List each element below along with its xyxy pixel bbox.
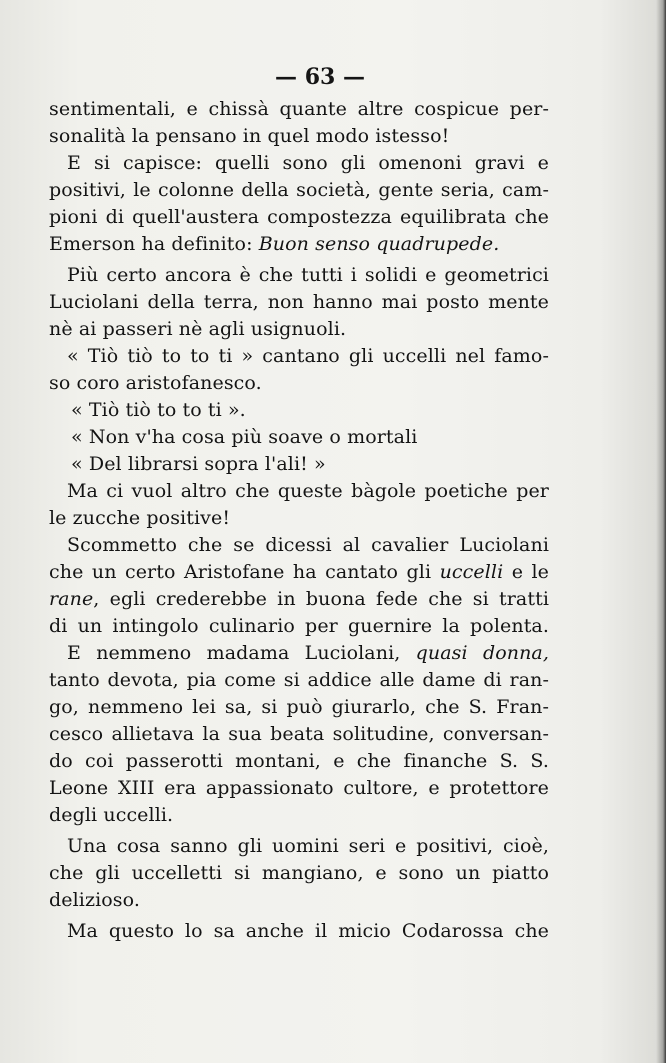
text-line: degli uccelli. [49, 804, 174, 826]
text-line: tanto devota, pia come si addice alle dame di ran- [49, 669, 549, 691]
text-line: Luciolani della terra, non hanno mai posto mente [49, 291, 549, 313]
text-line: Più certo ancora è che tutti i solidi e geometrici [67, 264, 549, 286]
text-line: Ma questo lo sa anche il micio Codarossa che [67, 920, 549, 942]
italic-span: quasi donna, [415, 642, 549, 664]
body-text [49, 96, 549, 945]
text-line: « Del librarsi sopra l'ali! » [71, 453, 326, 475]
text-line: le zucche positive! [49, 507, 231, 529]
italic-span: rane [49, 588, 94, 610]
text-span: e le [503, 561, 549, 583]
text-line: « Tiò tiò to to ti » cantano gli uccelli nel famo- [67, 345, 549, 367]
text-line: che gli uccelletti si mangiano, e sono un piatto [49, 862, 549, 884]
text-line: « Tiò tiò to to ti ». [71, 399, 246, 421]
text-span: , egli crederebbe in buona fede che si tratti [93, 588, 549, 610]
text-line [49, 586, 549, 613]
text-span: che un certo Aristofane ha cantato gli [49, 561, 440, 583]
italic-span: Buon senso quadrupede. [258, 233, 500, 255]
text-line: Una cosa sanno gli uomini seri e positivi, cioè, [67, 835, 549, 857]
text-line: « Non v'ha cosa più soave o mortali [71, 426, 418, 448]
text-line: pioni di quell'austera compostezza equilibrata che [49, 206, 549, 228]
text-line: Scommetto che se dicessi al cavalier Luciolani [67, 534, 549, 556]
text-line [49, 640, 549, 667]
text-line: so coro aristofanesco. [49, 372, 262, 394]
text-line: nè ai passeri nè agli usignuoli. [49, 318, 347, 340]
text-line: sonalità la pensano in quel modo istesso! [49, 125, 450, 147]
text-line: go, nemmeno lei sa, si può giurarlo, che S. Fran- [49, 696, 549, 718]
text-span: E nemmeno madama Luciolani, [67, 642, 416, 664]
text-line [49, 559, 549, 586]
text-line: di un intingolo culinario per guernire la polenta. [49, 615, 549, 637]
text-line: do coi passerotti montani, e che finanche S. S. [49, 750, 549, 772]
text-line: Leone XIII era appassionato cultore, e protettore [49, 777, 549, 799]
text-line: E si capisce: quelli sono gli omenoni gravi e [67, 152, 549, 174]
text-line: sentimentali, e chissà quante altre cospicue per- [49, 98, 549, 120]
text-line: Ma ci vuol altro che queste bàgole poetiche per [67, 480, 549, 502]
text-line: delizioso. [49, 889, 140, 911]
text-span: Emerson ha definito: [49, 233, 259, 255]
italic-span: uccelli [439, 561, 504, 583]
text-line: positivi, le colonne della società, gente seria, cam- [49, 179, 549, 201]
page-edge-shadow [656, 0, 666, 1063]
text-line [49, 231, 549, 258]
text-line: cesco allietava la sua beata solitudine, conversan- [49, 723, 549, 745]
page-number: — 63 — [275, 64, 365, 90]
